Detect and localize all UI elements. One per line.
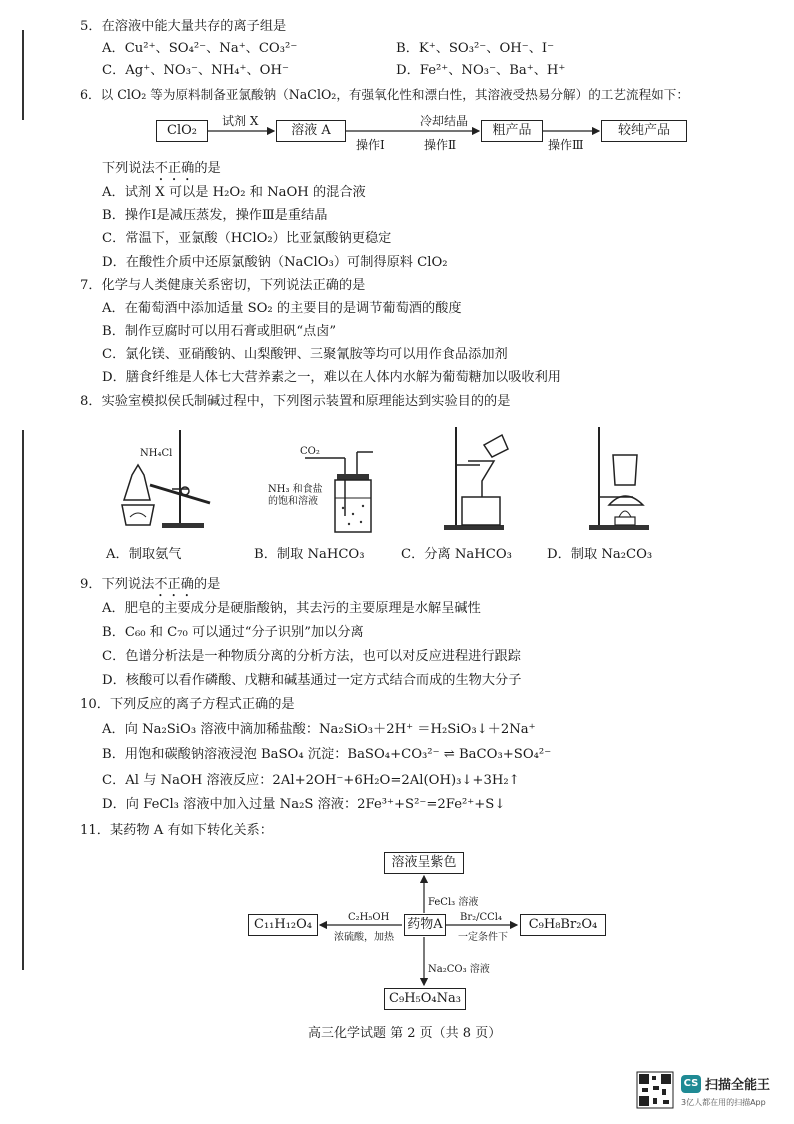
cs-logo: CS: [681, 1075, 701, 1093]
q6-stem: 6．以 ClO₂ 等为原料制备亚氯酸钠（NaClO₂，有强氧化性和漂白性，其溶液受热易分解）的工艺流程如下：: [80, 87, 689, 102]
q11-condition-label: 一定条件下: [458, 932, 508, 943]
q7-option-d: D．膳食纤维是人体七大营养素之一，难以在人体内水解为葡萄糖加以吸收利用: [102, 370, 561, 385]
q9-option-b: B．C₆₀ 和 C₇₀ 可以通过“分子识别”加以分离: [102, 625, 364, 640]
flow-op2: 操作Ⅱ: [424, 138, 457, 152]
q11-box-drug-a: 药物A: [404, 914, 446, 936]
q11-box-purple: 溶液呈紫色: [384, 852, 464, 874]
q6-substem: 下列说法不正确的是: [102, 161, 221, 176]
q10-option-d: D．向 FeCl₃ 溶液中加入过量 Na₂S 溶液：2Fe³⁺+S²⁻=2Fe²⁺+S↓: [102, 797, 506, 812]
q5-option-a: A．Cu²⁺、SO₄²⁻、Na⁺、CO₃²⁻: [102, 41, 298, 56]
page-footer: 高三化学试题 第 2 页（共 8 页）: [308, 1026, 502, 1041]
q5-option-d: D．Fe²⁺、NO₃⁻、Ba⁺、H⁺: [396, 63, 566, 78]
q11-ethanol-label: C₂H₅OH: [348, 912, 390, 923]
flow-box-solution-a: 溶液 A: [276, 120, 346, 142]
q6-option-a: A．试剂 X 可以是 H₂O₂ 和 NaOH 的混合液: [102, 185, 366, 200]
q7-option-c: C．氯化镁、亚硝酸钠、山梨酸钾、三聚氰胺等均可以用作食品添加剂: [102, 347, 508, 362]
q11-fecl3-label: FeCl₃ 溶液: [428, 897, 479, 908]
q9-option-c: C．色谱分析法是一种物质分离的分析方法，也可以对反应进程进行跟踪: [102, 649, 521, 664]
q11-na2co3-label: Na₂CO₃ 溶液: [428, 964, 490, 975]
q10-option-b: B．用饱和碳酸钠溶液浸泡 BaSO₄ 沉淀：BaSO₄+CO₃²⁻ ⇌ BaCO₃+SO₄²⁻: [102, 747, 552, 762]
q8-option-a: A．制取氨气: [106, 547, 182, 562]
apparatus-b-label2: 的饱和溶液: [268, 496, 318, 507]
q5-option-c: C．Ag⁺、NO₃⁻、NH₄⁺、OH⁻: [102, 63, 289, 78]
cs-tagline: 3亿人都在用的扫描App: [681, 1098, 766, 1107]
flow-op3: 操作Ⅲ: [548, 138, 584, 152]
flow-reagent-x: 试剂 X: [222, 114, 259, 128]
apparatus-b-label1: NH₃ 和食盐: [268, 484, 323, 495]
q6-option-b: B．操作Ⅰ是减压蒸发，操作Ⅲ是重结晶: [102, 208, 328, 223]
q11-box-right: C₉H₈Br₂O₄: [520, 914, 606, 936]
q10-stem: 10．下列反应的离子方程式正确的是: [80, 697, 295, 712]
q11-h2so4-label: 浓硫酸，加热: [334, 932, 394, 943]
q11-stem: 11．某药物 A 有如下转化关系：: [80, 823, 273, 838]
flow-cool-crystallize: 冷却结晶: [420, 114, 469, 128]
q6-option-c: C．常温下，亚氯酸（HClO₂）比亚氯酸钠更稳定: [102, 231, 392, 246]
flow-box-clo2: ClO₂: [156, 120, 208, 142]
cs-brand: 扫描全能王: [705, 1078, 771, 1093]
flow-box-pure: 较纯产品: [601, 120, 687, 142]
q8-option-d: D．制取 Na₂CO₃: [547, 547, 653, 562]
q7-option-b: B．制作豆腐时可以用石膏或胆矾“点卤”: [102, 324, 337, 339]
flow-box-crude: 粗产品: [481, 120, 543, 142]
q8-option-b: B．制取 NaHCO₃: [254, 547, 365, 562]
q7-option-a: A．在葡萄酒中添加适量 SO₂ 的主要目的是调节葡萄酒的酸度: [102, 301, 462, 316]
apparatus-a-label: NH₄Cl: [140, 448, 173, 459]
q10-option-c: C．Al 与 NaOH 溶液反应：2Al+2OH⁻+6H₂O=2Al(OH)₃↓+3H₂↑: [102, 773, 520, 788]
q5-stem: 5．在溶液中能大量共存的离子组是: [80, 19, 287, 34]
q11-box-left: C₁₁H₁₂O₄: [248, 914, 318, 936]
q9-option-a: A．肥皂的主要成分是硬脂酸钠，其去污的主要原理是水解呈碱性: [102, 601, 481, 616]
q11-br2-label: Br₂/CCl₄: [460, 912, 503, 923]
q8-option-c: C．分离 NaHCO₃: [401, 547, 512, 562]
q11-box-bottom: C₉H₅O₄Na₃: [384, 988, 466, 1010]
q7-stem: 7．化学与人类健康关系密切，下列说法正确的是: [80, 278, 366, 293]
q10-option-a: A．向 Na₂SiO₃ 溶液中滴加稀盐酸：Na₂SiO₃＋2H⁺ ＝H₂SiO₃↓＋2Na⁺: [102, 722, 536, 737]
qr-code-icon: [637, 1072, 673, 1108]
q8-stem: 8．实验室模拟侯氏制碱过程中，下列图示装置和原理能达到实验目的的是: [80, 394, 511, 409]
q9-option-d: D．核酸可以看作磷酸、戊糖和碱基通过一定方式结合而成的生物大分子: [102, 673, 522, 688]
q6-option-d: D．在酸性介质中还原氯酸钠（NaClO₃）可制得原料 ClO₂: [102, 255, 448, 270]
flow-op1: 操作Ⅰ: [356, 138, 385, 152]
q9-stem: 9．下列说法不正确的是: [80, 577, 221, 592]
q5-option-b: B．K⁺、SO₃²⁻、OH⁻、I⁻: [396, 41, 555, 56]
apparatus-b-gas: CO₂: [300, 446, 320, 457]
